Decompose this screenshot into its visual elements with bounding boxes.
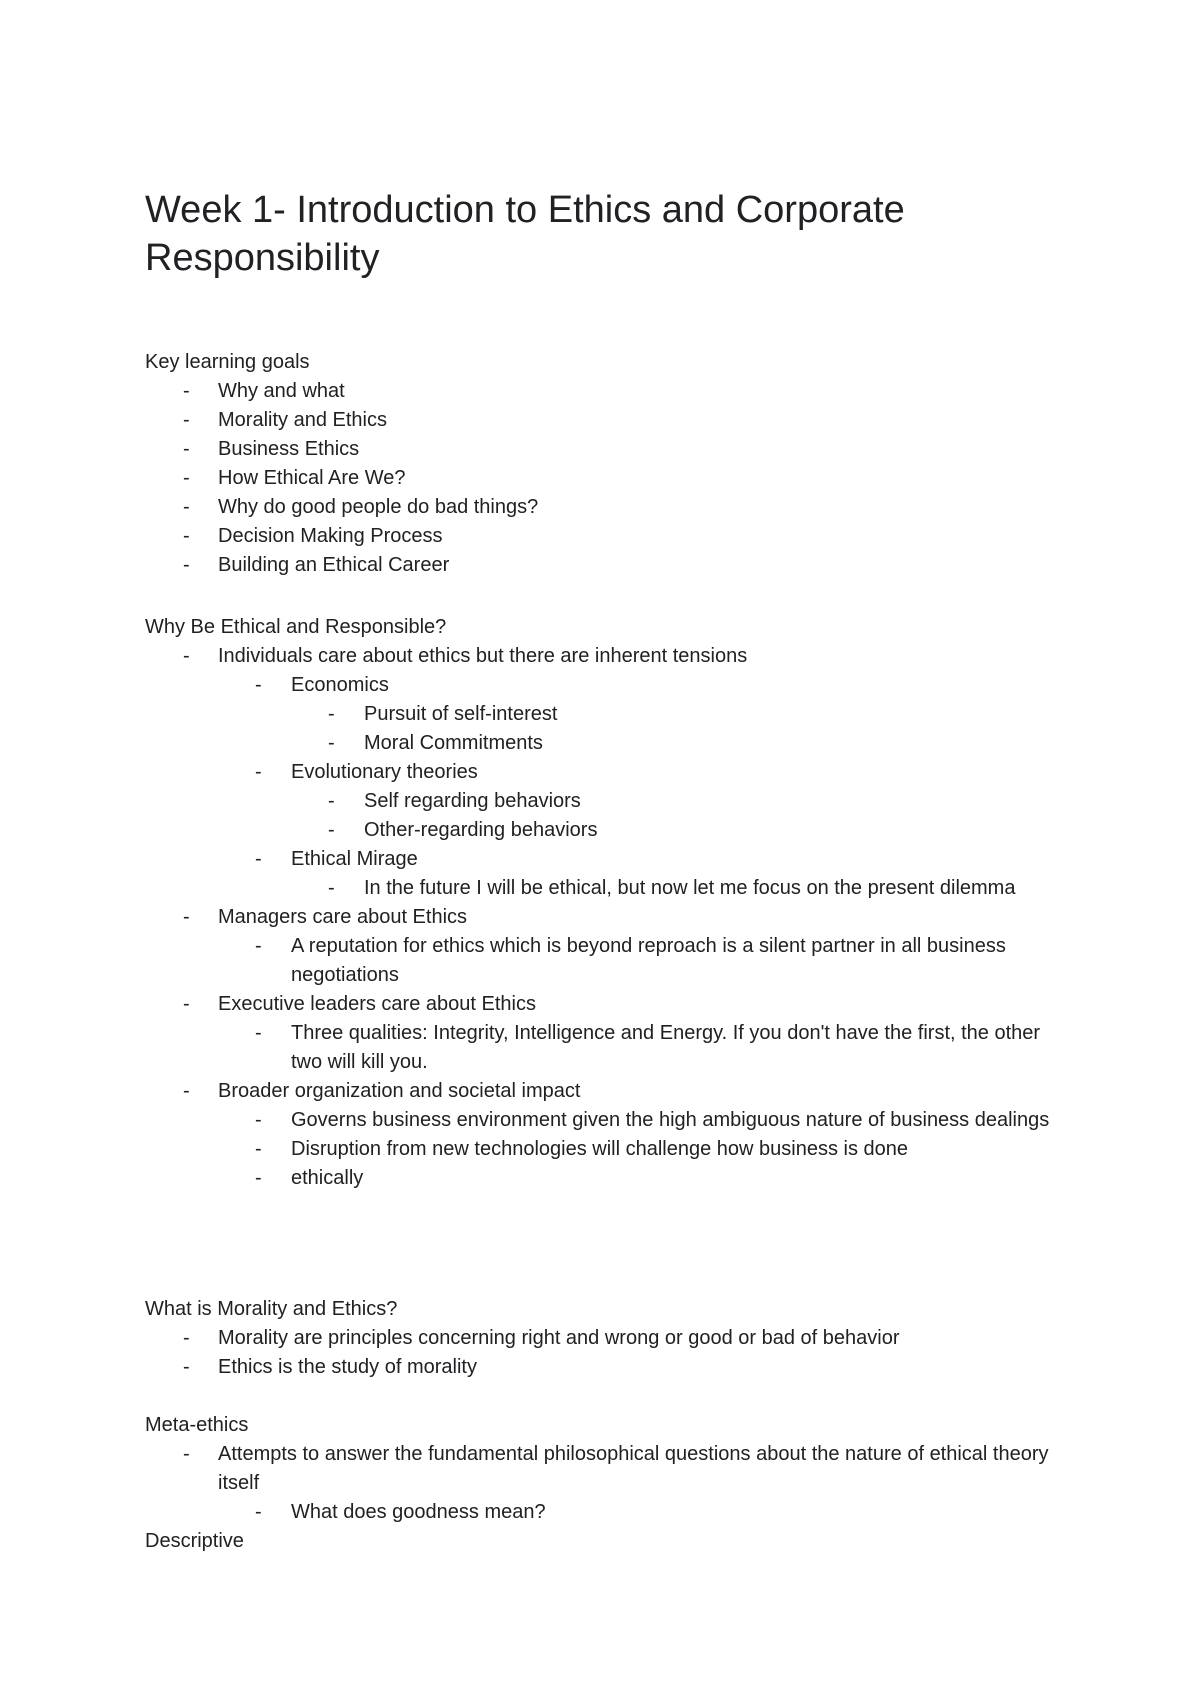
section-heading: Why Be Ethical and Responsible? xyxy=(145,616,447,638)
bullet-dash: - xyxy=(183,993,190,1015)
bullet-dash: - xyxy=(183,496,190,518)
section-heading: Meta-ethics xyxy=(145,1414,249,1436)
list-item xyxy=(145,816,1075,845)
section-heading: Descriptive xyxy=(145,1530,244,1552)
bullet-dash: - xyxy=(328,790,335,812)
list-item-text: Other-regarding behaviors xyxy=(364,819,598,841)
list-item xyxy=(145,377,1075,406)
list-item xyxy=(145,1324,1075,1353)
list-item-text: Broader organization and societal impact xyxy=(218,1080,581,1102)
list-item xyxy=(145,1019,1075,1077)
list-item xyxy=(145,642,1075,671)
bullet-dash: - xyxy=(255,935,262,957)
list-item xyxy=(145,758,1075,787)
section-key-learning-goals xyxy=(145,348,1075,580)
list-item-text: Attempts to answer the fundamental philosophical questions about the nature of ethical theory itself xyxy=(218,1443,1049,1494)
bullet-dash: - xyxy=(183,380,190,402)
list-item-text: Building an Ethical Career xyxy=(218,554,450,576)
list-item-text: How Ethical Are We? xyxy=(218,467,406,489)
list-item xyxy=(145,1353,1075,1382)
list-item-text: A reputation for ethics which is beyond reproach is a silent partner in all business negotiations xyxy=(291,935,1006,986)
list-item xyxy=(145,522,1075,551)
bullet-dash: - xyxy=(183,645,190,667)
list-item-text: Why and what xyxy=(218,380,345,402)
list-item-text: Moral Commitments xyxy=(364,732,543,754)
bullet-dash: - xyxy=(255,1109,262,1131)
list-item xyxy=(145,1164,1075,1193)
list-item xyxy=(145,932,1075,990)
list-item-text: Ethics is the study of morality xyxy=(218,1356,477,1378)
bullet-dash: - xyxy=(183,525,190,547)
bullet-dash: - xyxy=(255,1022,262,1044)
list-item-text: Morality are principles concerning right and wrong or good or bad of behavior xyxy=(218,1327,900,1349)
bullet-dash: - xyxy=(183,409,190,431)
bullet-dash: - xyxy=(328,877,335,899)
list-item xyxy=(145,406,1075,435)
bullet-dash: - xyxy=(255,1501,262,1523)
bullet-dash: - xyxy=(183,906,190,928)
bullet-dash: - xyxy=(255,761,262,783)
bullet-dash: - xyxy=(328,703,335,725)
list-item-text: Disruption from new technologies will challenge how business is done xyxy=(291,1138,909,1160)
list-item-text: Individuals care about ethics but there are inherent tensions xyxy=(218,645,748,667)
list-item-text: ethically xyxy=(291,1167,364,1189)
list-item-text: Why do good people do bad things? xyxy=(218,496,539,518)
bullet-dash: - xyxy=(183,438,190,460)
list-item xyxy=(145,990,1075,1019)
list-item xyxy=(145,700,1075,729)
list-item-text: Three qualities: Integrity, Intelligence and Energy. If you don't have the first, the other two will kill you. xyxy=(291,1022,1041,1073)
list-item xyxy=(145,671,1075,700)
list-item xyxy=(145,874,1075,903)
list-item xyxy=(145,787,1075,816)
bullet-dash: - xyxy=(328,819,335,841)
section-meta-ethics xyxy=(145,1411,1075,1527)
list-item xyxy=(145,1498,1075,1527)
bullet-dash: - xyxy=(183,467,190,489)
list-item-text: Ethical Mirage xyxy=(291,848,418,870)
section-heading: Key learning goals xyxy=(145,351,310,373)
bullet-dash: - xyxy=(255,674,262,696)
section-heading: What is Morality and Ethics? xyxy=(145,1298,398,1320)
list-item xyxy=(145,1077,1075,1106)
list-item xyxy=(145,903,1075,932)
section-why-be-ethical xyxy=(145,613,1075,1193)
bullet-dash: - xyxy=(183,1327,190,1349)
list-item-text: What does goodness mean? xyxy=(291,1501,546,1523)
list-item xyxy=(145,493,1075,522)
list-item xyxy=(145,1440,1075,1498)
bullet-dash: - xyxy=(255,1138,262,1160)
document-title: Week 1- Introduction to Ethics and Corporate Responsibility xyxy=(145,189,905,279)
list-item-text: Governs business environment given the high ambiguous nature of business dealings xyxy=(291,1109,1050,1131)
bullet-dash: - xyxy=(255,848,262,870)
list-item-text: Pursuit of self-interest xyxy=(364,703,558,725)
section-morality-and-ethics xyxy=(145,1295,1075,1382)
list-item-text: Decision Making Process xyxy=(218,525,443,547)
list-item-text: Self regarding behaviors xyxy=(364,790,581,812)
list-item xyxy=(145,1106,1075,1135)
list-item xyxy=(145,435,1075,464)
list-item xyxy=(145,551,1075,580)
bullet-dash: - xyxy=(183,1443,190,1465)
bullet-dash: - xyxy=(183,1080,190,1102)
list-item-text: Executive leaders care about Ethics xyxy=(218,993,536,1015)
bullet-dash: - xyxy=(328,732,335,754)
list-item-text: In the future I will be ethical, but now let me focus on the present dilemma xyxy=(364,877,1016,899)
bullet-dash: - xyxy=(183,1356,190,1378)
list-item xyxy=(145,729,1075,758)
list-item-text: Managers care about Ethics xyxy=(218,906,468,928)
list-item xyxy=(145,464,1075,493)
list-item-text: Economics xyxy=(291,674,389,696)
bullet-dash: - xyxy=(255,1167,262,1189)
list-item-text: Business Ethics xyxy=(218,438,360,460)
list-item xyxy=(145,845,1075,874)
list-item-text: Morality and Ethics xyxy=(218,409,387,431)
list-item xyxy=(145,1135,1075,1164)
section-descriptive xyxy=(145,1527,1075,1556)
list-item-text: Evolutionary theories xyxy=(291,761,478,783)
bullet-dash: - xyxy=(183,554,190,576)
